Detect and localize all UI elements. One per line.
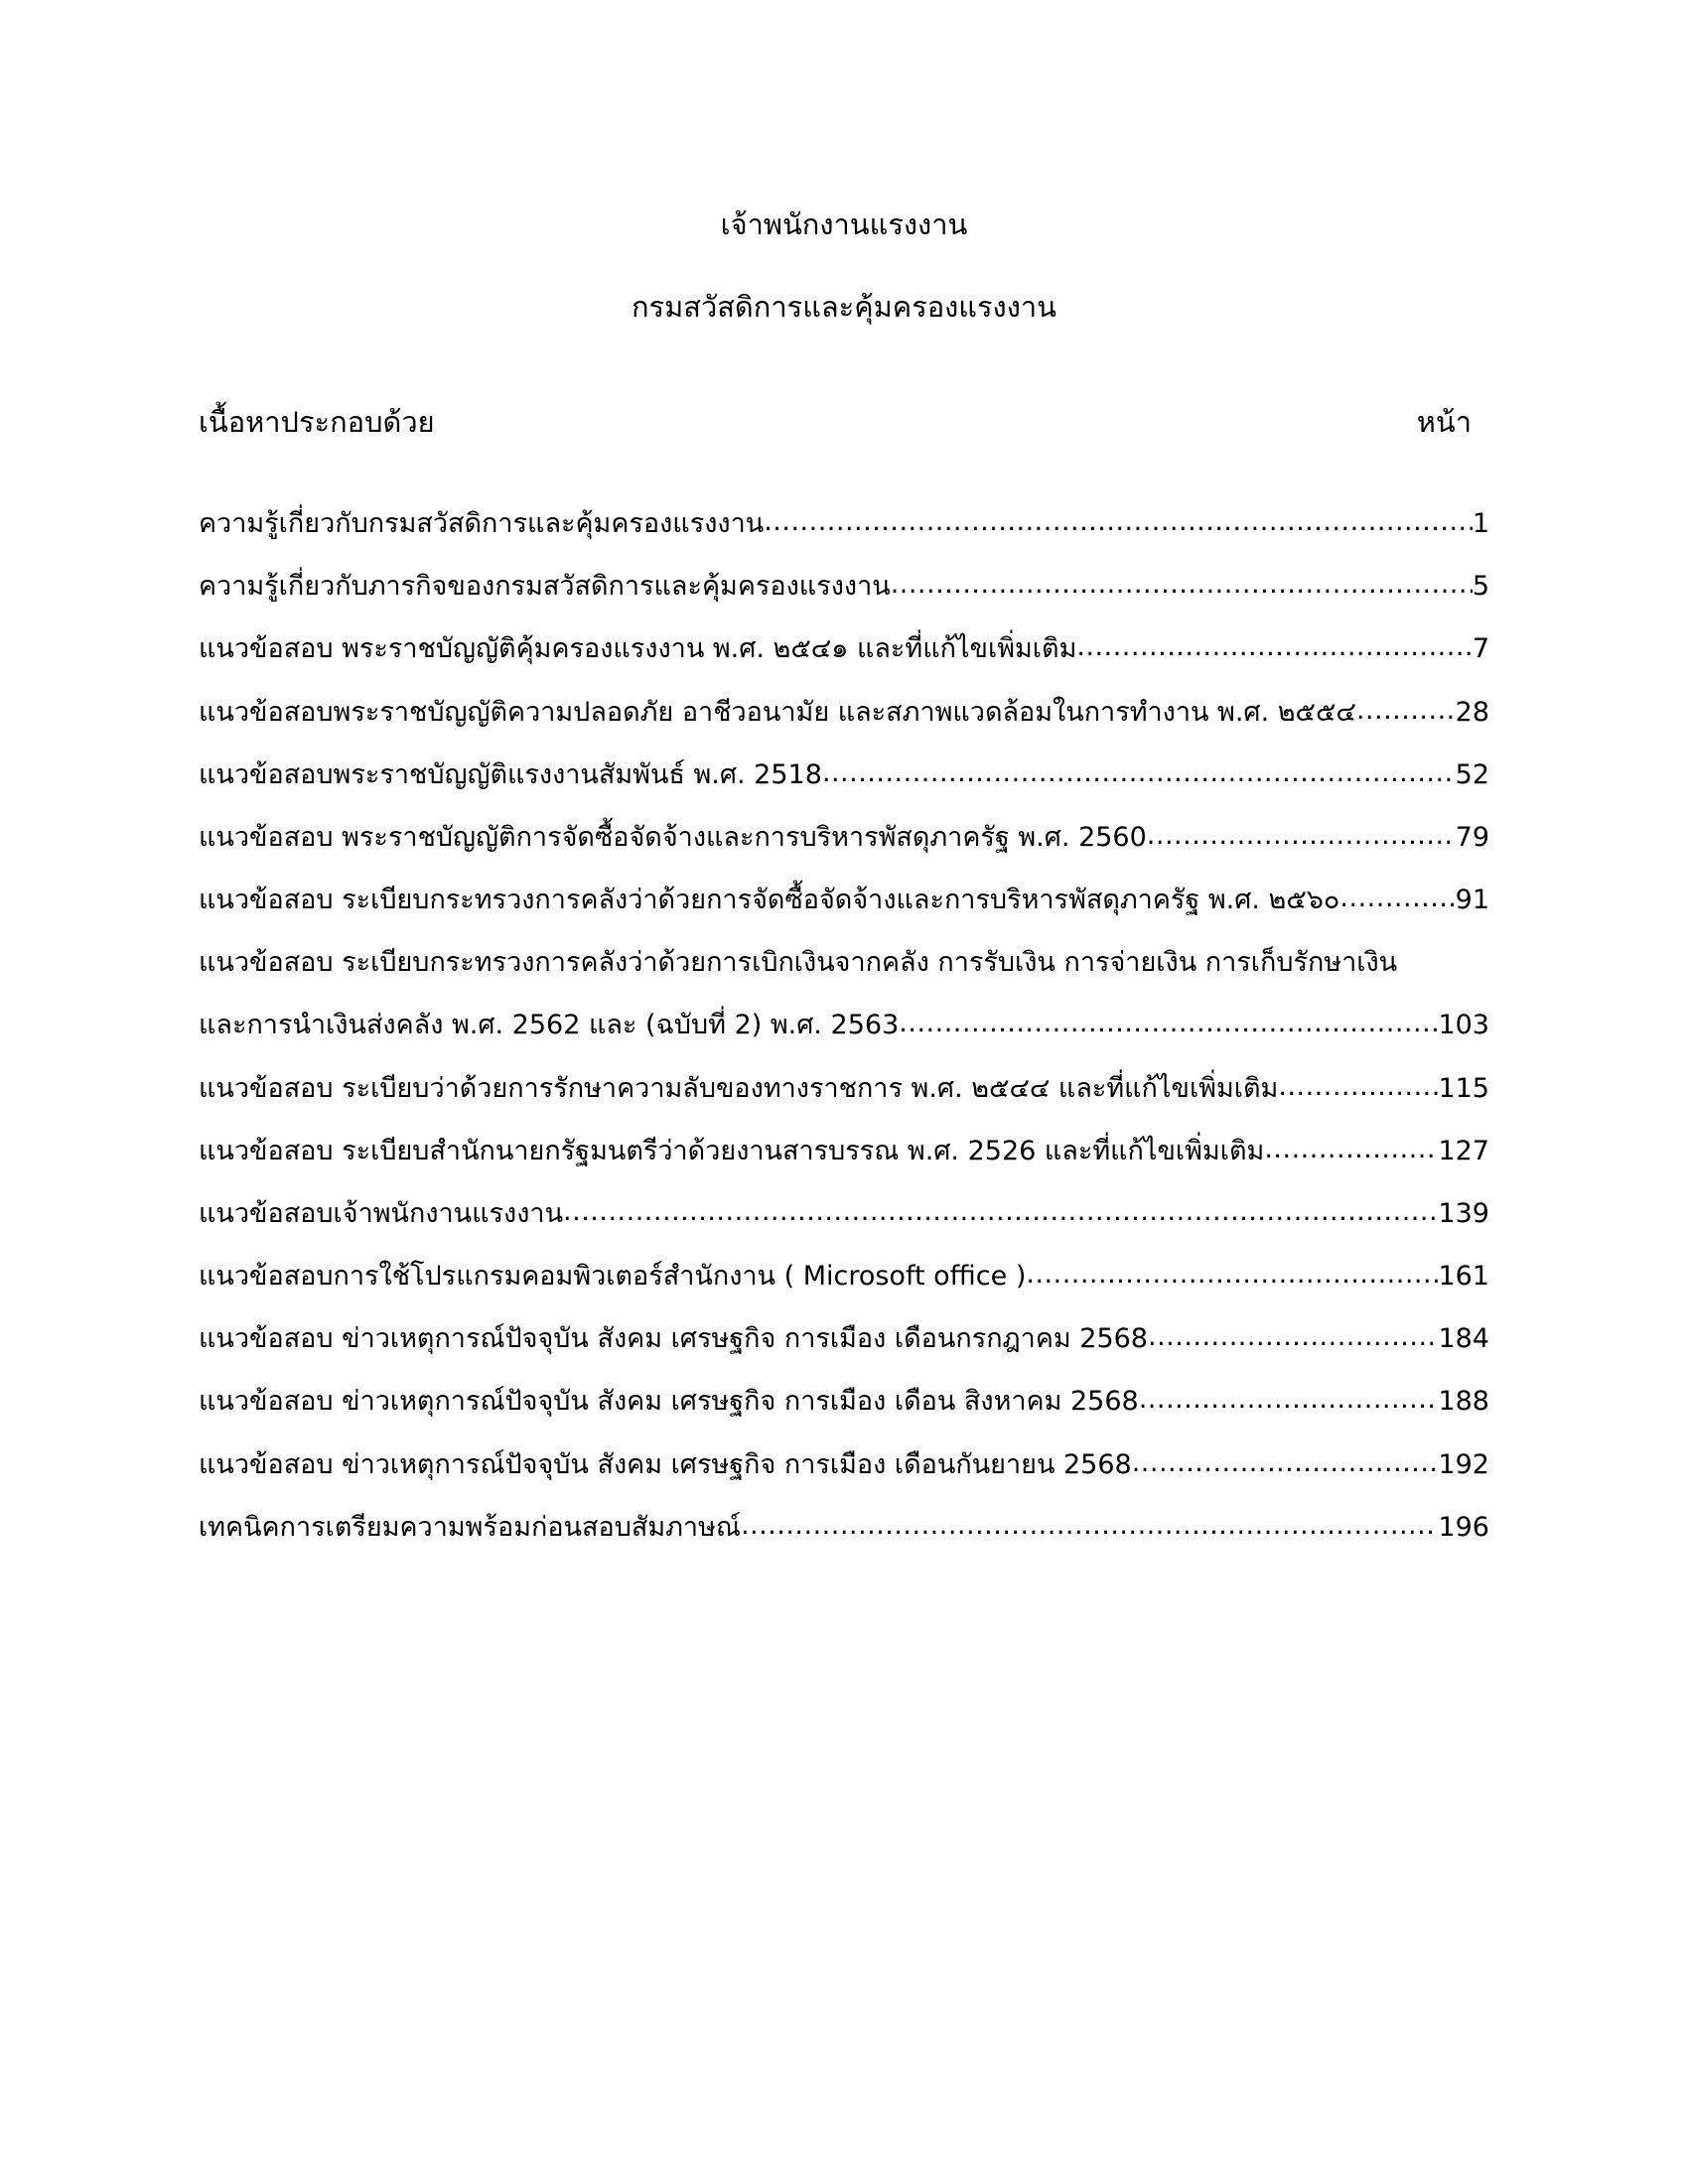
toc-entry[interactable]	[199, 820, 1489, 856]
toc-entry-page-number: 103	[1438, 1010, 1489, 1041]
toc-entry-line	[199, 1071, 1489, 1107]
toc-leader-dots	[1147, 818, 1456, 854]
toc-entry-page-number: 28	[1455, 696, 1489, 728]
toc-entry[interactable]	[199, 757, 1489, 793]
toc-entry[interactable]	[199, 631, 1489, 667]
toc-leader-dots	[891, 567, 1473, 603]
toc-entry-line	[199, 1196, 1489, 1232]
toc-entry-page-number: 1	[1472, 508, 1489, 539]
toc-entry-page-number: 79	[1455, 821, 1489, 853]
toc-entry-line	[199, 945, 1489, 981]
toc-entry-line	[199, 1321, 1489, 1357]
toc-entry-line	[199, 1008, 1489, 1043]
toc-leader-dots	[764, 504, 1473, 540]
toc-entry-page-number: 161	[1438, 1261, 1489, 1293]
toc-entry-page-number: 188	[1438, 1386, 1489, 1418]
toc-entry-page-number: 91	[1455, 885, 1489, 916]
toc-entry-label: ความรู้เกี่ยวกับภารกิจของกรมสวัสดิการและคุ้มครองแรงงาน	[199, 571, 891, 603]
toc-leader-dots	[822, 755, 1456, 791]
toc-entry[interactable]	[199, 1134, 1489, 1169]
page-subtitle: กรมสวัสดิการและคุ้มครองแรงงาน	[632, 290, 1056, 324]
toc-page-header: หน้า	[1416, 405, 1472, 439]
toc-entry-label: แนวข้อสอบ ข่าวเหตุการณ์ปัจจุบัน สังคม เศรษฐกิจ การเมือง เดือน สิงหาคม 2568	[199, 1386, 1139, 1418]
toc-entry[interactable]	[199, 695, 1489, 731]
toc-entry-label: แนวข้อสอบ พระราชบัญญัติคุ้มครองแรงงาน พ.ศ. ๒๕๔๑ และที่แก้ไขเพิ่มเติม	[199, 633, 1077, 665]
toc-entry-line	[199, 631, 1489, 667]
toc-entry-line	[199, 820, 1489, 856]
toc-entry[interactable]	[199, 1447, 1489, 1483]
toc-entry-line	[199, 1259, 1489, 1295]
toc-entry-label: แนวข้อสอบ ระเบียบกระทรวงการคลังว่าด้วยการเบิกเงินจากคลัง การรับเงิน การจ่ายเงิน การเก็บรักษาเงิน	[199, 947, 1398, 979]
toc-entry-page-number: 192	[1438, 1448, 1489, 1480]
toc-entry-line	[199, 569, 1489, 605]
toc-entry-label: แนวข้อสอบการใช้โปรแกรมคอมพิวเตอร์สำนักงาน ( Microsoft office )	[199, 1261, 1027, 1293]
toc-entry[interactable]	[199, 1321, 1489, 1357]
toc-leader-dots	[1139, 1382, 1439, 1418]
toc-entry-page-number: 127	[1438, 1135, 1489, 1166]
toc-leader-dots	[563, 1194, 1438, 1230]
toc-leader-dots	[741, 1508, 1439, 1544]
toc-entry[interactable]	[199, 569, 1489, 605]
toc-leader-dots	[1132, 1445, 1439, 1481]
toc-entry[interactable]	[199, 1510, 1489, 1546]
toc-leader-dots	[1148, 1319, 1438, 1355]
toc-entry-line	[199, 695, 1489, 731]
toc-entry-page-number: 5	[1472, 571, 1489, 603]
toc-entry-line	[199, 1510, 1489, 1546]
toc-entry-label: และการนำเงินส่งคลัง พ.ศ. 2562 และ (ฉบับที่ 2) พ.ศ. 2563	[199, 1010, 900, 1041]
toc-entry-label: แนวข้อสอบ ระเบียบว่าด้วยการรักษาความลับของทางราชการ พ.ศ. ๒๕๔๔ และที่แก้ไขเพิ่มเติม	[199, 1072, 1279, 1104]
toc-entry-line	[199, 1447, 1489, 1483]
toc-entry-line	[199, 1384, 1489, 1420]
toc-entry-line	[199, 506, 1489, 542]
toc-entry[interactable]	[199, 1259, 1489, 1295]
toc-entry-page-number: 115	[1438, 1072, 1489, 1104]
toc-list	[199, 445, 1489, 1546]
toc-column-headers	[199, 322, 1489, 445]
toc-entry-label: แนวข้อสอบ ระเบียบสำนักนายกรัฐมนตรีว่าด้วยงานสารบรรณ พ.ศ. 2526 และที่แก้ไขเพิ่มเติม	[199, 1135, 1265, 1166]
toc-entry-label: เทคนิคการเตรียมความพร้อมก่อนสอบสัมภาษณ์	[199, 1511, 741, 1543]
toc-entry[interactable]	[199, 883, 1489, 918]
toc-entry-label: แนวข้อสอบเจ้าพนักงานแรงงาน	[199, 1197, 564, 1229]
page-title: เจ้าพนักงานแรงงาน	[720, 207, 968, 241]
toc-leader-dots	[1356, 693, 1456, 729]
toc-entry-line	[199, 883, 1489, 918]
toc-entry-page-number: 184	[1438, 1323, 1489, 1355]
toc-entry-line	[199, 1134, 1489, 1169]
toc-entry[interactable]	[199, 1196, 1489, 1232]
toc-entry-label: แนวข้อสอบพระราชบัญญัติแรงงานสัมพันธ์ พ.ศ. 2518	[199, 758, 822, 790]
toc-entry-page-number: 196	[1438, 1511, 1489, 1543]
toc-entry-page-number: 7	[1472, 633, 1489, 665]
toc-entry-label: แนวข้อสอบ พระราชบัญญัติการจัดซื้อจัดจ้างและการบริหารพัสดุภาครัฐ พ.ศ. 2560	[199, 821, 1147, 853]
toc-entry[interactable]	[199, 1384, 1489, 1420]
toc-leader-dots	[1339, 881, 1455, 916]
toc-contents-header: เนื้อหาประกอบด้วย	[199, 405, 435, 439]
toc-entry[interactable]	[199, 945, 1489, 1043]
toc-leader-dots	[1026, 1257, 1438, 1293]
toc-entry-label: แนวข้อสอบพระราชบัญญัติความปลอดภัย อาชีวอนามัย และสภาพแวดล้อมในการทำงาน พ.ศ. ๒๕๕๔	[199, 696, 1356, 728]
toc-entry-label: แนวข้อสอบ ระเบียบกระทรวงการคลังว่าด้วยการจัดซื้อจัดจ้างและการบริหารพัสดุภาครัฐ พ.ศ. ๒๕๖๐	[199, 885, 1340, 916]
toc-leader-dots	[1278, 1069, 1438, 1105]
toc-leader-dots	[1264, 1132, 1438, 1167]
toc-entry-label: แนวข้อสอบ ข่าวเหตุการณ์ปัจจุบัน สังคม เศรษฐกิจ การเมือง เดือนกรกฎาคม 2568	[199, 1323, 1148, 1355]
toc-entry-page-number: 139	[1438, 1197, 1489, 1229]
toc-entry[interactable]	[199, 506, 1489, 542]
toc-entry-label: ความรู้เกี่ยวกับกรมสวัสดิการและคุ้มครองแรงงาน	[199, 508, 765, 539]
toc-entry-page-number: 52	[1455, 758, 1489, 790]
toc-leader-dots	[899, 1006, 1438, 1041]
toc-entry-line	[199, 757, 1489, 793]
toc-entry-label: แนวข้อสอบ ข่าวเหตุการณ์ปัจจุบัน สังคม เศรษฐกิจ การเมือง เดือนกันยายน 2568	[199, 1448, 1132, 1480]
toc-entry[interactable]	[199, 1071, 1489, 1107]
toc-leader-dots	[1076, 629, 1472, 665]
